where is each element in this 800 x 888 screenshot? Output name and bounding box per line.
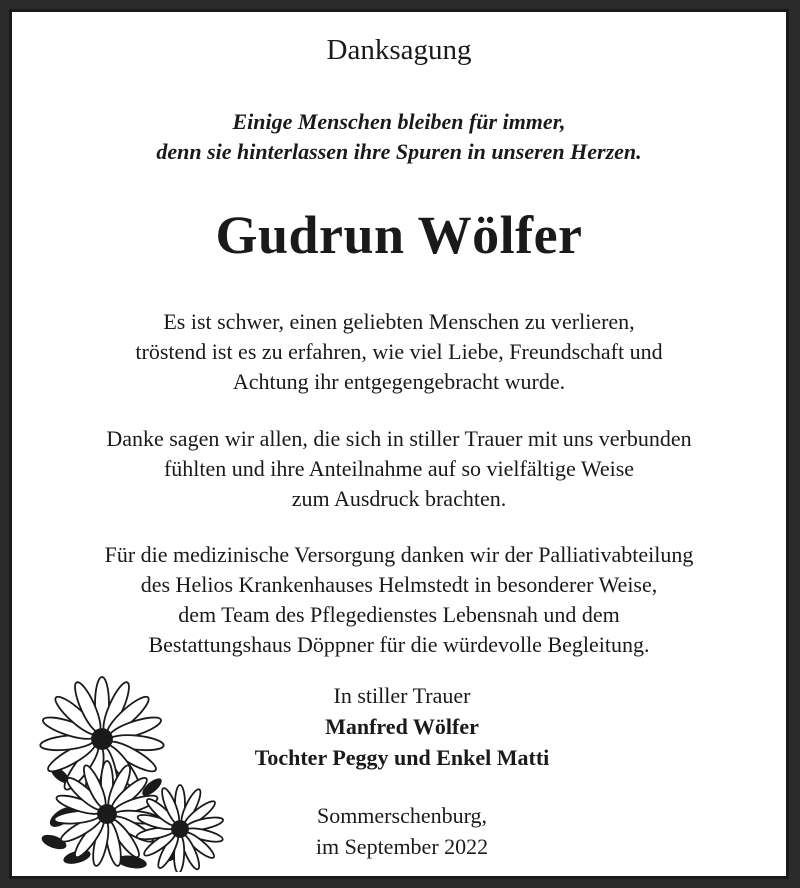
motto-line: Einige Menschen bleiben für immer,	[232, 109, 566, 134]
mourner-family: Tochter Peggy und Enkel Matti	[254, 745, 550, 770]
text-line: fühlten und ihre Anteilnahme auf so vielfältige Weise	[163, 456, 635, 481]
paragraph-care	[12, 540, 786, 660]
text-line: des Helios Krankenhauses Helmstedt in besonderer Weise,	[140, 572, 658, 597]
text-line: dem Team des Pflegedienstes Lebensnah und dem	[178, 602, 620, 627]
obituary-notice	[9, 9, 789, 879]
notice-heading: Danksagung	[326, 34, 472, 66]
signature-block	[212, 680, 592, 773]
deceased-name: Gudrun Wölfer	[215, 205, 583, 265]
text-line: zum Ausdruck brachten.	[291, 486, 507, 511]
motto-line: denn sie hinterlassen ihre Spuren in unseren Herzen.	[156, 139, 642, 164]
text-line: Für die medizinische Versorgung danken wir der Palliativabteilung	[104, 542, 694, 567]
mourner-name: Manfred Wölfer	[325, 714, 479, 739]
text-line: tröstend ist es zu erfahren, wie viel Liebe, Freundschaft und	[135, 339, 663, 364]
daisy-flowers-icon	[32, 667, 232, 872]
motto-quote	[12, 107, 786, 167]
place-date	[212, 800, 592, 862]
text-line: Es ist schwer, einen geliebten Menschen zu verlieren,	[163, 309, 635, 334]
text-line: Achtung ihr entgegengebracht wurde.	[232, 369, 566, 394]
date-line: im September 2022	[315, 834, 489, 859]
place-line: Sommerschenburg,	[316, 803, 488, 828]
paragraph-loss	[12, 307, 786, 397]
signature-intro: In stiller Trauer	[333, 683, 471, 708]
text-line: Danke sagen wir allen, die sich in stiller Trauer mit uns verbunden	[106, 426, 692, 451]
paragraph-thanks	[12, 424, 786, 514]
text-line: Bestattungshaus Döppner für die würdevolle Begleitung.	[148, 632, 650, 657]
